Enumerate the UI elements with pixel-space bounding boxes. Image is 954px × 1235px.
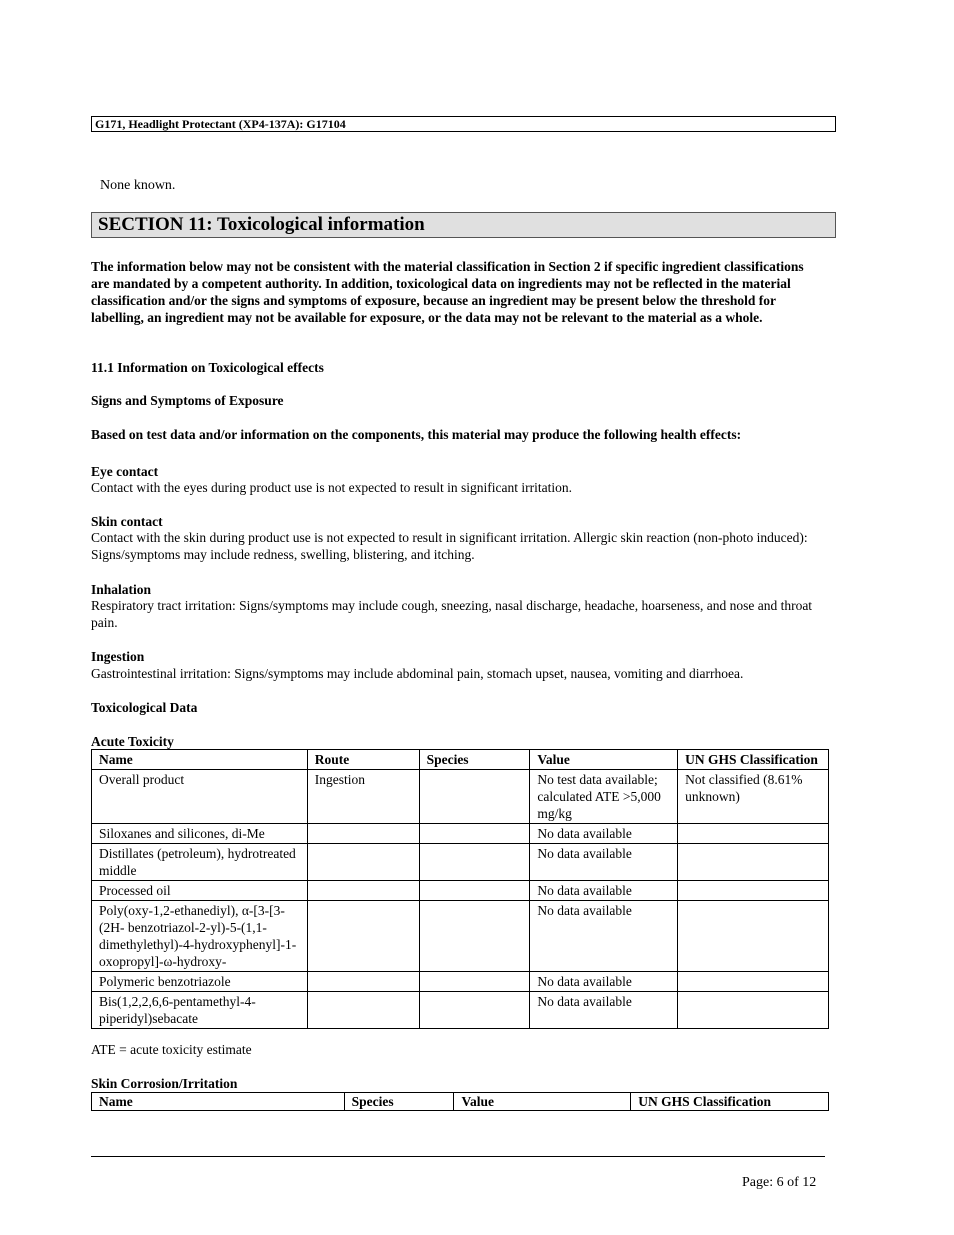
cell-species xyxy=(419,770,530,824)
cell-route xyxy=(307,844,419,881)
acute-toxicity-heading: Acute Toxicity xyxy=(91,734,174,749)
col-header-classification: UN GHS Classification xyxy=(678,750,829,770)
acute-toxicity-table xyxy=(91,749,829,1029)
cell-classification xyxy=(678,901,829,972)
based-on-text: Based on test data and/or information on the components, this material may produce the following health effects: xyxy=(91,427,742,442)
intro-paragraph: The information below may not be consistent with the material classification in Section 2 if specific ingredient classifications are mandated by a competent authority. In addition, toxicological data on ingredients may not be reflected in the material classification and/or the signs and symptoms of exposure, because an ingredient may be present below the threshold for labelling, an ingredient may not be available for exposure, or the data may not be relevant to the material as a whole. xyxy=(91,259,804,325)
eye-contact-heading: Eye contact xyxy=(91,464,159,479)
cell-classification xyxy=(678,844,829,881)
subsection-heading: 11.1 Information on Toxicological effects xyxy=(91,360,324,375)
cell-route xyxy=(307,824,419,844)
table-row xyxy=(92,824,829,844)
skin-contact-heading: Skin contact xyxy=(91,514,163,529)
cell-classification xyxy=(678,824,829,844)
col-header-species: Species xyxy=(344,1093,454,1111)
inhalation-heading: Inhalation xyxy=(91,582,152,597)
col-header-name: Name xyxy=(92,750,308,770)
cell-name: Polymeric benzotriazole xyxy=(92,972,308,992)
inhalation-text: Respiratory tract irritation: Signs/symptoms may include cough, sneezing, nasal discharge, headache, hoarseness, and nose and throat pain. xyxy=(91,598,813,630)
table-row xyxy=(92,881,829,901)
cell-name: Bis(1,2,2,6,6-pentamethyl-4-piperidyl)sebacate xyxy=(92,992,308,1029)
cell-species xyxy=(419,901,530,972)
cell-name: Poly(oxy-1,2-ethanediyl), α-[3-[3-(2H- benzotriazol-2-yl)-5-(1,1-dimethylethyl)-4-hydroxyphenyl]-1-oxopropyl]-ω-hydroxy- xyxy=(92,901,308,972)
cell-value: No data available xyxy=(530,881,678,901)
cell-name: Processed oil xyxy=(92,881,308,901)
eye-contact-text: Contact with the eyes during product use is not expected to result in significant irritation. xyxy=(91,480,573,495)
signs-heading: Signs and Symptoms of Exposure xyxy=(91,393,284,408)
cell-route: Ingestion xyxy=(307,770,419,824)
cell-value: No test data available; calculated ATE >5,000 mg/kg xyxy=(530,770,678,824)
table-row xyxy=(92,770,829,824)
cell-classification: Not classified (8.61% unknown) xyxy=(678,770,829,824)
cell-value: No data available xyxy=(530,901,678,972)
cell-route xyxy=(307,901,419,972)
col-header-value: Value xyxy=(530,750,678,770)
col-header-name: Name xyxy=(92,1093,345,1111)
cell-classification xyxy=(678,992,829,1029)
cell-species xyxy=(419,992,530,1029)
cell-route xyxy=(307,972,419,992)
cell-value: No data available xyxy=(530,844,678,881)
ate-note: ATE = acute toxicity estimate xyxy=(91,1042,252,1057)
table-row xyxy=(92,972,829,992)
skin-corrosion-table xyxy=(91,1092,829,1111)
cell-value: No data available xyxy=(530,992,678,1029)
document-header: G171, Headlight Protectant (XP4-137A): G17104 xyxy=(91,116,836,132)
cell-species xyxy=(419,881,530,901)
footer-divider xyxy=(91,1156,825,1157)
table-row xyxy=(92,992,829,1029)
cell-name: Siloxanes and silicones, di-Me xyxy=(92,824,308,844)
col-header-value: Value xyxy=(454,1093,631,1111)
toxicological-data-heading: Toxicological Data xyxy=(91,700,198,715)
cell-species xyxy=(419,972,530,992)
table-row xyxy=(92,901,829,972)
cell-value: No data available xyxy=(530,972,678,992)
col-header-species: Species xyxy=(419,750,530,770)
ingestion-heading: Ingestion xyxy=(91,649,145,664)
none-known-text: None known. xyxy=(100,178,176,193)
cell-species xyxy=(419,824,530,844)
skin-corrosion-heading: Skin Corrosion/Irritation xyxy=(91,1076,238,1091)
cell-route xyxy=(307,881,419,901)
skin-contact-text: Contact with the skin during product use is not expected to result in significant irritation. Allergic skin reaction (non-photo induced): Signs/symptoms may include redness, swelling, blistering, and itching. xyxy=(91,530,808,562)
table-row xyxy=(92,844,829,881)
cell-species xyxy=(419,844,530,881)
col-header-route: Route xyxy=(307,750,419,770)
cell-route xyxy=(307,992,419,1029)
table-header-row xyxy=(92,1093,829,1111)
section-title: SECTION 11: Toxicological information xyxy=(91,212,836,238)
cell-name: Overall product xyxy=(92,770,308,824)
col-header-classification: UN GHS Classification xyxy=(631,1093,829,1111)
cell-classification xyxy=(678,972,829,992)
cell-name: Distillates (petroleum), hydrotreated middle xyxy=(92,844,308,881)
cell-classification xyxy=(678,881,829,901)
ingestion-text: Gastrointestinal irritation: Signs/symptoms may include abdominal pain, stomach upset, nausea, vomiting and diarrhoea. xyxy=(91,666,744,681)
cell-value: No data available xyxy=(530,824,678,844)
page-number: Page: 6 of 12 xyxy=(742,1175,817,1190)
table-header-row xyxy=(92,750,829,770)
